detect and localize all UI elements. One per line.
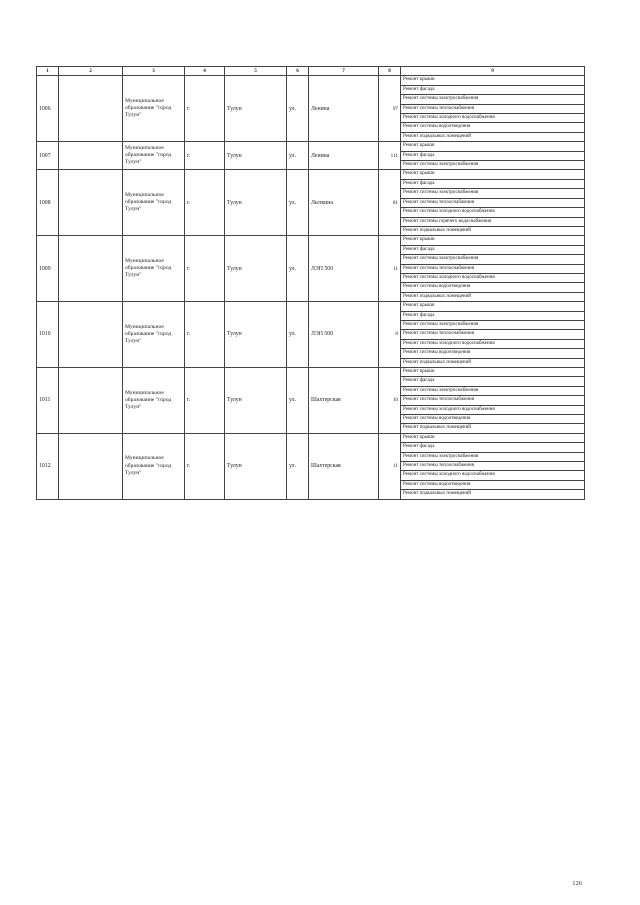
street-type-cell: ул. [287,368,309,434]
table-row [37,142,585,151]
work-type-cell: Ремонт крыши [401,368,585,377]
street-type-cell: ул. [287,76,309,142]
work-type-cell: Ремонт подвальных помещений [401,226,585,235]
work-type-cell: Ремонт системы холодного водоснабжения [401,208,585,217]
table-row [37,433,585,442]
work-type-cell: Ремонт системы теплоснабжения [401,330,585,339]
work-type-cell: Ремонт системы водоотведения [401,349,585,358]
header-cell: 5 [225,67,287,76]
work-type-cell: Ремонт фасада [401,311,585,320]
work-type-cell: Ремонт системы водоотведения [401,123,585,132]
city-prefix-cell: г. [185,76,225,142]
house-number-cell: 10 [379,368,401,434]
work-type-cell: Ремонт подвальных помещений [401,424,585,433]
street-name-cell: ЛЭП 500 [309,302,379,368]
work-type-cell: Ремонт системы электроснабжения [401,189,585,198]
city-prefix-cell: г. [185,170,225,236]
work-type-cell: Ремонт системы водоотведения [401,480,585,489]
city-cell: Тулун [225,170,287,236]
work-type-cell: Ремонт подвальных помещений [401,490,585,499]
table-row [37,368,585,377]
street-type-cell: ул. [287,142,309,170]
work-type-cell: Ремонт фасада [401,443,585,452]
table-row [37,76,585,85]
table-row [37,302,585,311]
work-type-cell: Ремонт подвальных помещений [401,292,585,301]
table-row [37,170,585,179]
street-name-cell: Ленина [309,142,379,170]
organization-cell: Муниципальное образование "город Тулун" [123,368,185,434]
house-number-cell: 11 [379,433,401,499]
work-type-cell: Ремонт системы водоотведения [401,283,585,292]
work-type-cell: Ремонт системы электроснабжения [401,95,585,104]
city-cell: Тулун [225,433,287,499]
blank-cell [59,368,123,434]
table-row [37,236,585,245]
organization-cell: Муниципальное образование "город Тулун" [123,170,185,236]
organization-cell: Муниципальное образование "город Тулун" [123,142,185,170]
city-prefix-cell: г. [185,368,225,434]
table-body [37,76,585,499]
header-cell: 8 [379,67,401,76]
repair-table-container [36,66,584,500]
work-type-cell: Ремонт системы холодного водоснабжения [401,471,585,480]
house-number-cell: 97 [379,76,401,142]
work-type-cell: Ремонт системы теплоснабжения [401,264,585,273]
city-cell: Тулун [225,236,287,302]
work-type-cell: Ремонт системы холодного водоснабжения [401,339,585,348]
work-type-cell: Ремонт системы электроснабжения [401,320,585,329]
street-name-cell: Ленина [309,76,379,142]
work-type-cell: Ремонт крыши [401,302,585,311]
city-cell: Тулун [225,302,287,368]
header-cell: 9 [401,67,585,76]
record-id-cell: 1007 [37,142,59,170]
header-cell: 7 [309,67,379,76]
header-row [37,67,585,76]
street-type-cell: ул. [287,236,309,302]
work-type-cell: Ремонт системы электроснабжения [401,386,585,395]
repair-table [36,66,585,500]
work-type-cell: Ремонт системы теплоснабжения [401,198,585,207]
work-type-cell: Ремонт подвальных помещений [401,358,585,367]
work-type-cell: Ремонт системы теплоснабжения [401,462,585,471]
record-id-cell: 1012 [37,433,59,499]
work-type-cell: Ремонт системы водоотведения [401,415,585,424]
record-id-cell: 1011 [37,368,59,434]
header-cell: 3 [123,67,185,76]
work-type-cell: Ремонт системы электроснабжения [401,161,585,170]
city-cell: Тулун [225,76,287,142]
work-type-cell: Ремонт фасада [401,151,585,160]
street-type-cell: ул. [287,433,309,499]
street-name-cell: Лыткина [309,170,379,236]
work-type-cell: Ремонт системы теплоснабжения [401,396,585,405]
street-name-cell: Шахтерская [309,433,379,499]
work-type-cell: Ремонт системы холодного водоснабжения [401,405,585,414]
city-prefix-cell: г. [185,433,225,499]
organization-cell: Муниципальное образование "город Тулун" [123,433,185,499]
house-number-cell: 111 [379,142,401,170]
work-type-cell: Ремонт крыши [401,142,585,151]
header-cell: 1 [37,67,59,76]
street-name-cell: Шахтерская [309,368,379,434]
work-type-cell: Ремонт фасада [401,85,585,94]
record-id-cell: 1009 [37,236,59,302]
work-type-cell: Ремонт системы горячего водоснабжения [401,217,585,226]
street-type-cell: ул. [287,302,309,368]
blank-cell [59,433,123,499]
blank-cell [59,302,123,368]
organization-cell: Муниципальное образование "город Тулун" [123,302,185,368]
header-cell: 2 [59,67,123,76]
record-id-cell: 1010 [37,302,59,368]
record-id-cell: 1008 [37,170,59,236]
city-prefix-cell: г. [185,142,225,170]
work-type-cell: Ремонт фасада [401,245,585,254]
work-type-cell: Ремонт фасада [401,377,585,386]
work-type-cell: Ремонт системы теплоснабжения [401,104,585,113]
house-number-cell: 11 [379,236,401,302]
header-cell: 6 [287,67,309,76]
work-type-cell: Ремонт системы электроснабжения [401,452,585,461]
work-type-cell: Ремонт крыши [401,76,585,85]
work-type-cell: Ремонт крыши [401,433,585,442]
page-number: 126 [572,880,582,887]
work-type-cell: Ремонт системы электроснабжения [401,255,585,264]
street-name-cell: ЛЭП 500 [309,236,379,302]
blank-cell [59,170,123,236]
city-cell: Тулун [225,142,287,170]
header-cell: 4 [185,67,225,76]
city-cell: Тулун [225,368,287,434]
record-id-cell: 1006 [37,76,59,142]
work-type-cell: Ремонт системы холодного водоснабжения [401,114,585,123]
blank-cell [59,236,123,302]
work-type-cell: Ремонт фасада [401,179,585,188]
organization-cell: Муниципальное образование "город Тулун" [123,76,185,142]
work-type-cell: Ремонт крыши [401,170,585,179]
city-prefix-cell: г. [185,302,225,368]
work-type-cell: Ремонт крыши [401,236,585,245]
blank-cell [59,142,123,170]
organization-cell: Муниципальное образование "город Тулун" [123,236,185,302]
work-type-cell: Ремонт системы холодного водоснабжения [401,273,585,282]
city-prefix-cell: г. [185,236,225,302]
street-type-cell: ул. [287,170,309,236]
work-type-cell: Ремонт подвальных помещений [401,132,585,141]
house-number-cell: 81 [379,170,401,236]
blank-cell [59,76,123,142]
house-number-cell: 8 [379,302,401,368]
